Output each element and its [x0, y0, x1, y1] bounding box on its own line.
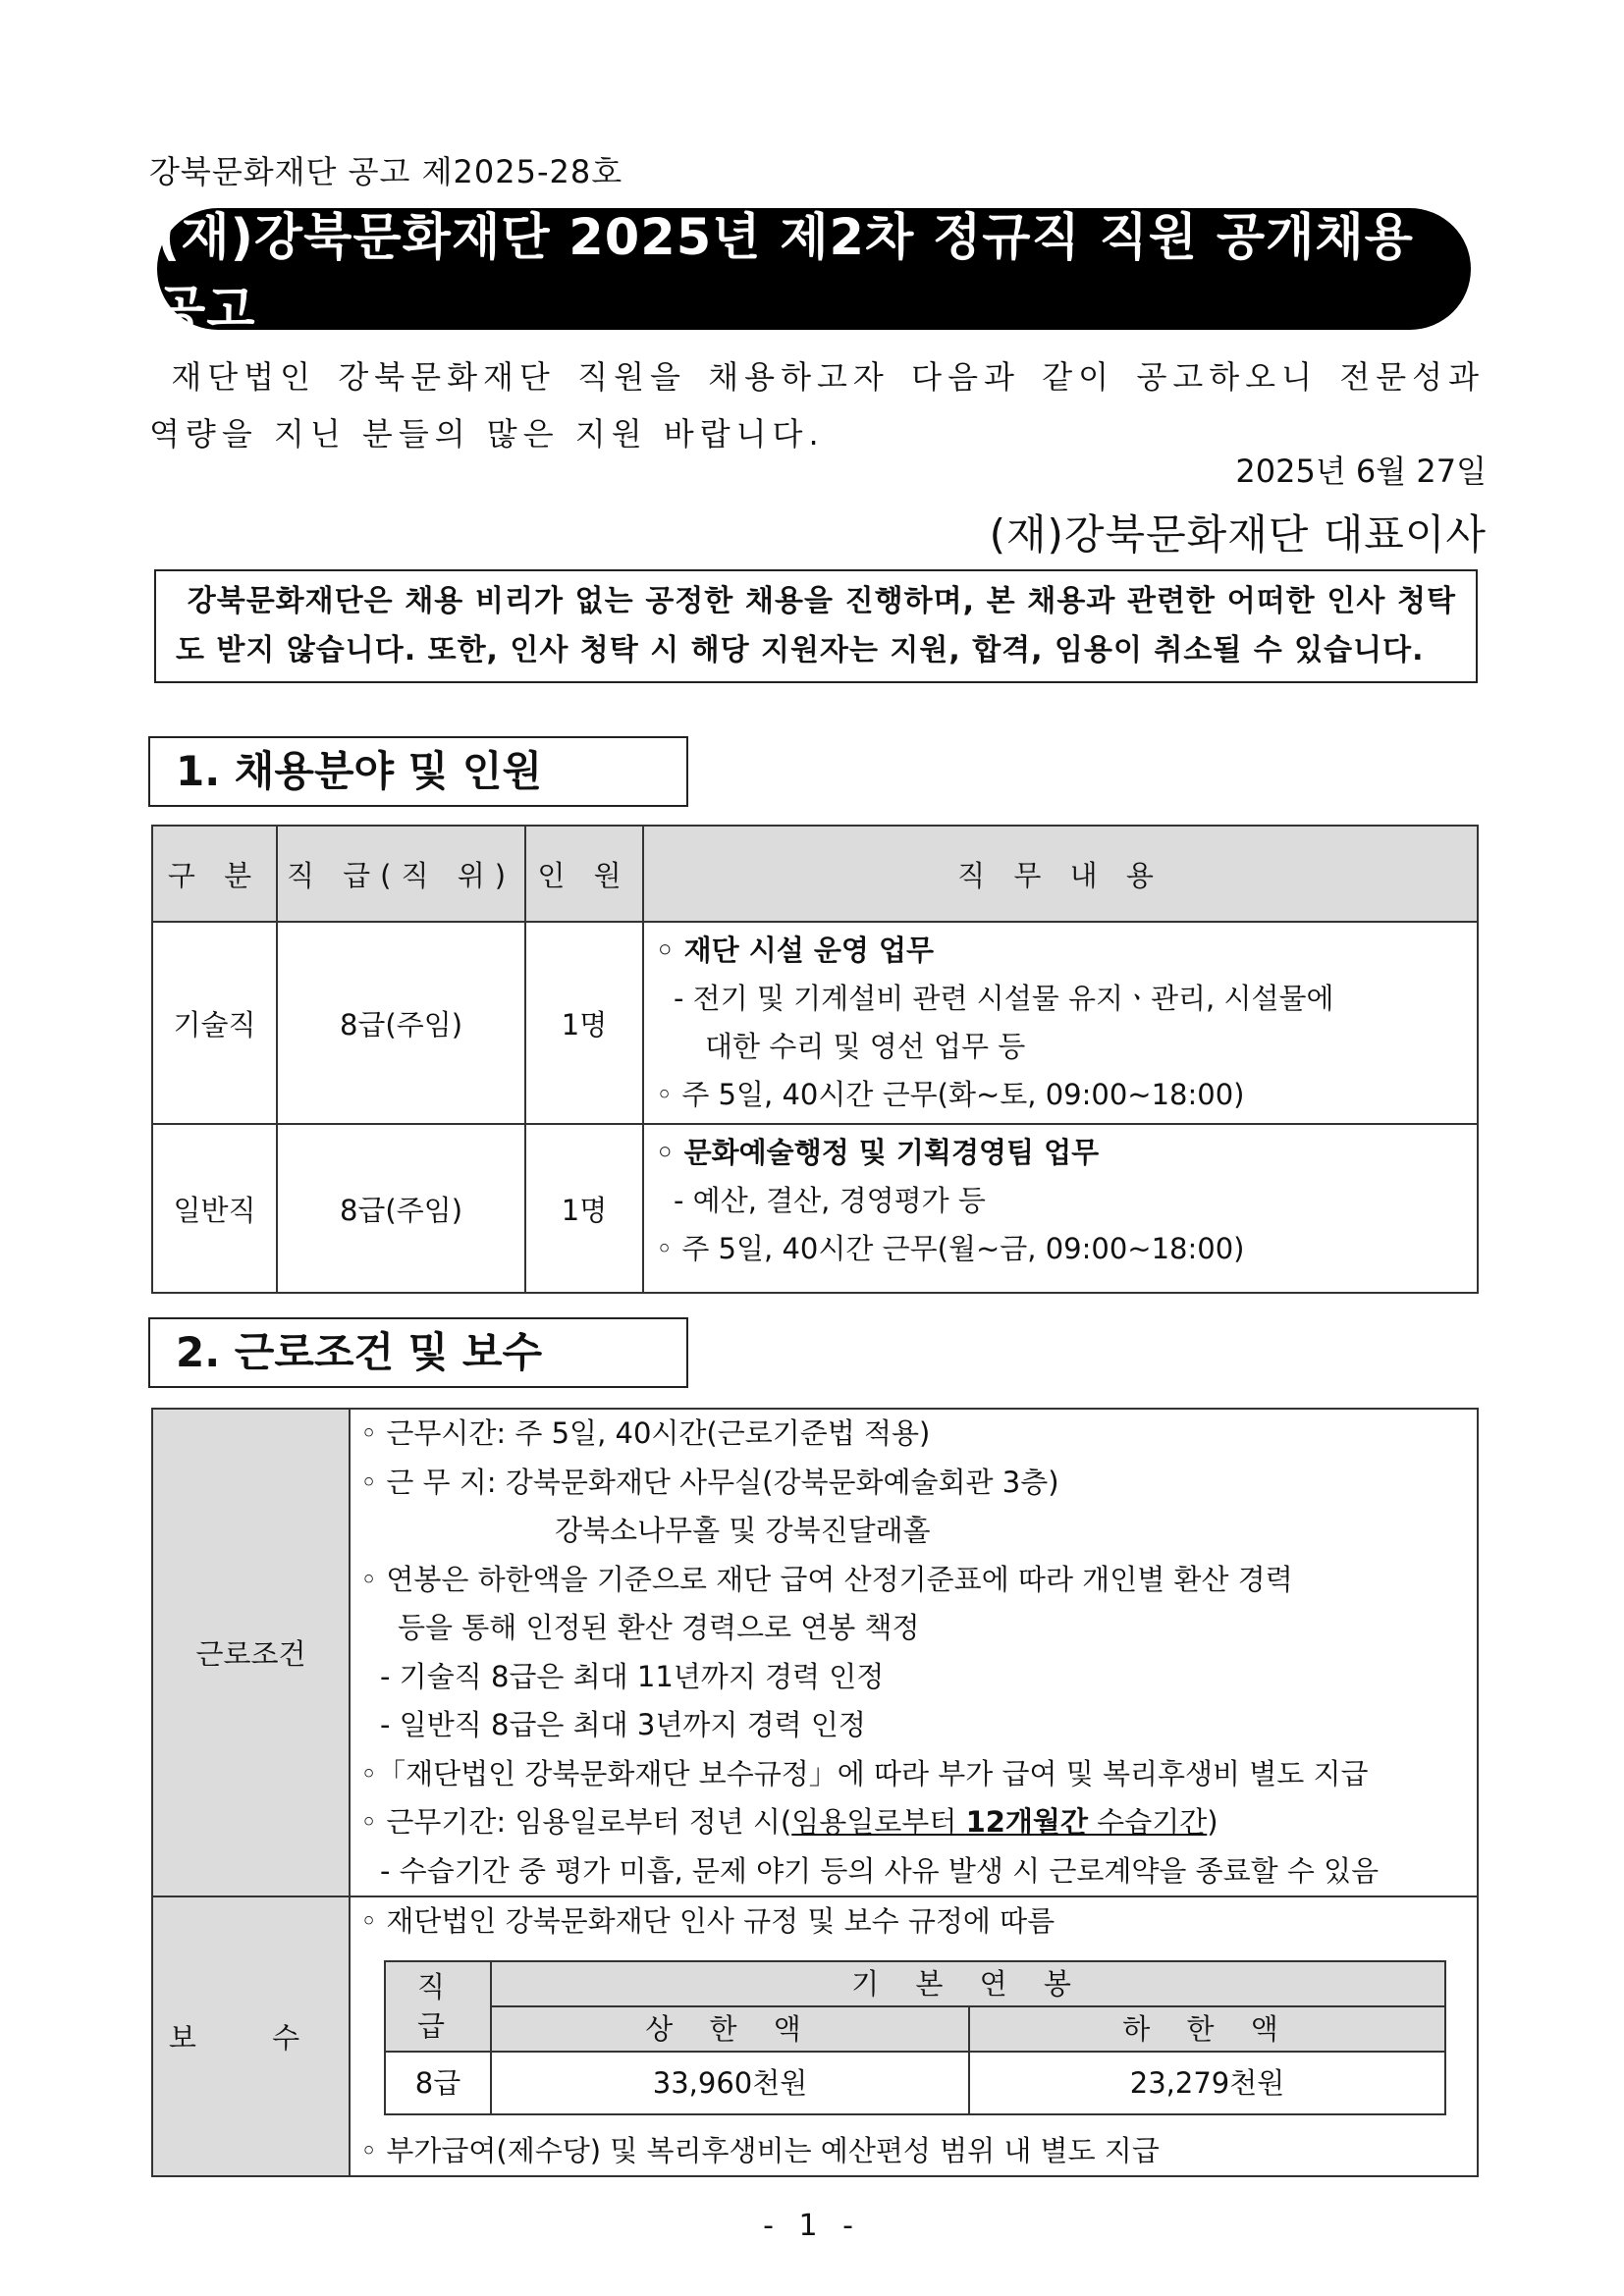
- duty-line: 대한 수리 및 영선 업무 등: [705, 1030, 1026, 1063]
- pay-line: ◦ 부가급여(제수당) 및 복리후생비는 예산편성 범위 내 별도 지급: [360, 2133, 1160, 2167]
- row-duty: [643, 1124, 1478, 1293]
- pay-body: [350, 1896, 1478, 2176]
- duty-title: ◦ 재단 시설 운영 업무: [656, 934, 935, 967]
- condition-line: [360, 1798, 1467, 1847]
- row-count: 1명: [525, 1124, 643, 1293]
- salary-table: [384, 1960, 1446, 2115]
- intro-text: 재단법인 강북문화재단 직원을 채용하고자 다음과 같이 공고하오니 전문성과 역량을 지닌 분들의 많은 지원 바랍니다.: [149, 358, 1486, 453]
- condition-line: - 수습기간 중 평가 미흡, 문제 야기 등의 사유 발생 시 근로계약을 종료할 수 있음: [380, 1853, 1380, 1888]
- row-count: 1명: [525, 922, 643, 1124]
- header-category: 구 분: [152, 826, 277, 922]
- section2-heading: 2. 근로조건 및 보수: [148, 1317, 688, 1388]
- section1-heading: 1. 채용분야 및 인원: [148, 736, 688, 807]
- conditions-body: [350, 1409, 1478, 1896]
- salary-upper-header: 상 한 액: [491, 2006, 969, 2052]
- condition-line: 등을 통해 인정된 환산 경력으로 연봉 책정: [398, 1611, 920, 1644]
- duty-hours: ◦ 주 5일, 40시간 근무(화~토, 09:00~18:00): [656, 1078, 1245, 1111]
- probation-text: 임용일로부터: [791, 1805, 966, 1839]
- conditions-row: [152, 1409, 1478, 1896]
- condition-line: ◦ 근무시간: 주 5일, 40시간(근로기준법 적용): [360, 1416, 931, 1450]
- header-grade: 직 급(직 위): [277, 826, 525, 922]
- table-row: [385, 2052, 1445, 2114]
- notice-number: 강북문화재단 공고 제2025-28호: [149, 153, 623, 190]
- salary-grade-header: 직 급: [385, 1961, 491, 2052]
- condition-line: ◦ 연봉은 하한액을 기준으로 재단 급여 산정기준표에 따라 개인별 환산 경력: [360, 1562, 1293, 1596]
- salary-grade: 8급: [385, 2052, 491, 2114]
- duty-title: ◦ 문화예술행정 및 기획경영팀 업무: [656, 1136, 1100, 1169]
- announcement-date: 2025년 6월 27일: [1235, 453, 1487, 490]
- condition-line: ◦「재단법인 강북문화재단 보수규정」에 따라 부가 급여 및 복리후생비 별도 지급: [360, 1756, 1369, 1790]
- positions-table: [151, 825, 1479, 1294]
- row-category: 기술직: [152, 922, 277, 1124]
- condition-line: - 일반직 8급은 최대 3년까지 경력 인정: [380, 1708, 866, 1741]
- condition-line: - 기술직 8급은 최대 11년까지 경력 인정: [380, 1659, 885, 1693]
- ethics-notice-box: [154, 569, 1478, 683]
- duty-line: - 예산, 결산, 경영평가 등: [674, 1184, 986, 1217]
- row-grade: 8급(주임): [277, 922, 525, 1124]
- conditions-table: [151, 1408, 1479, 2177]
- row-duty: [643, 922, 1478, 1124]
- row-grade: 8급(주임): [277, 1124, 525, 1293]
- salary-header-row: [385, 1961, 1445, 2006]
- ethics-notice-text: 강북문화재단은 채용 비리가 없는 공정한 채용을 진행하며, 본 채용과 관련한 어떠한 인사 청탁도 받지 않습니다. 또한, 인사 청탁 시 해당 지원자는 지원, 합격, 임용이 취소될 수 있습니다.: [176, 584, 1457, 667]
- row-category: 일반직: [152, 1124, 277, 1293]
- page-number: - 1 -: [763, 2209, 861, 2243]
- pay-label: 보 수: [152, 1896, 350, 2176]
- duty-line: - 전기 및 기계설비 관련 시설물 유지ㆍ관리, 시설물에: [674, 982, 1334, 1015]
- conditions-label: 근로조건: [152, 1409, 350, 1896]
- salary-upper: 33,960천원: [491, 2052, 969, 2114]
- pay-row: [152, 1896, 1478, 2176]
- header-duty: 직 무 내 용: [643, 826, 1478, 922]
- table-row: [152, 922, 1478, 1124]
- positions-header-row: [152, 826, 1478, 922]
- table-row: [152, 1124, 1478, 1293]
- salary-lower-header: 하 한 액: [969, 2006, 1445, 2052]
- intro-paragraph: [149, 348, 1485, 462]
- duty-hours: ◦ 주 5일, 40시간 근무(월~금, 09:00~18:00): [656, 1232, 1245, 1265]
- page-title: (재)강북문화재단 2025년 제2차 정규직 직원 공개채용 공고: [157, 208, 1471, 330]
- work-period-text: ◦ 근무기간: 임용일로부터 정년 시(: [360, 1805, 792, 1839]
- salary-subheader-row: [385, 2006, 1445, 2052]
- pay-line: ◦ 재단법인 강북문화재단 인사 규정 및 보수 규정에 따름: [360, 1904, 1056, 1938]
- salary-group-header: 기 본 연 봉: [491, 1961, 1445, 2006]
- probation-underline: [791, 1805, 1207, 1839]
- probation-label: 수습기간: [1087, 1805, 1208, 1839]
- condition-line: 강북소나무홀 및 강북진달래홀: [555, 1514, 931, 1547]
- condition-line: ◦ 근 무 지: 강북문화재단 사무실(강북문화예술회관 3층): [360, 1465, 1059, 1499]
- salary-lower: 23,279천원: [969, 2052, 1445, 2114]
- header-count: 인 원: [525, 826, 643, 922]
- close-paren: ): [1207, 1805, 1218, 1839]
- probation-months: 12개월간: [965, 1805, 1088, 1839]
- signer: (재)강북문화재단 대표이사: [989, 510, 1487, 559]
